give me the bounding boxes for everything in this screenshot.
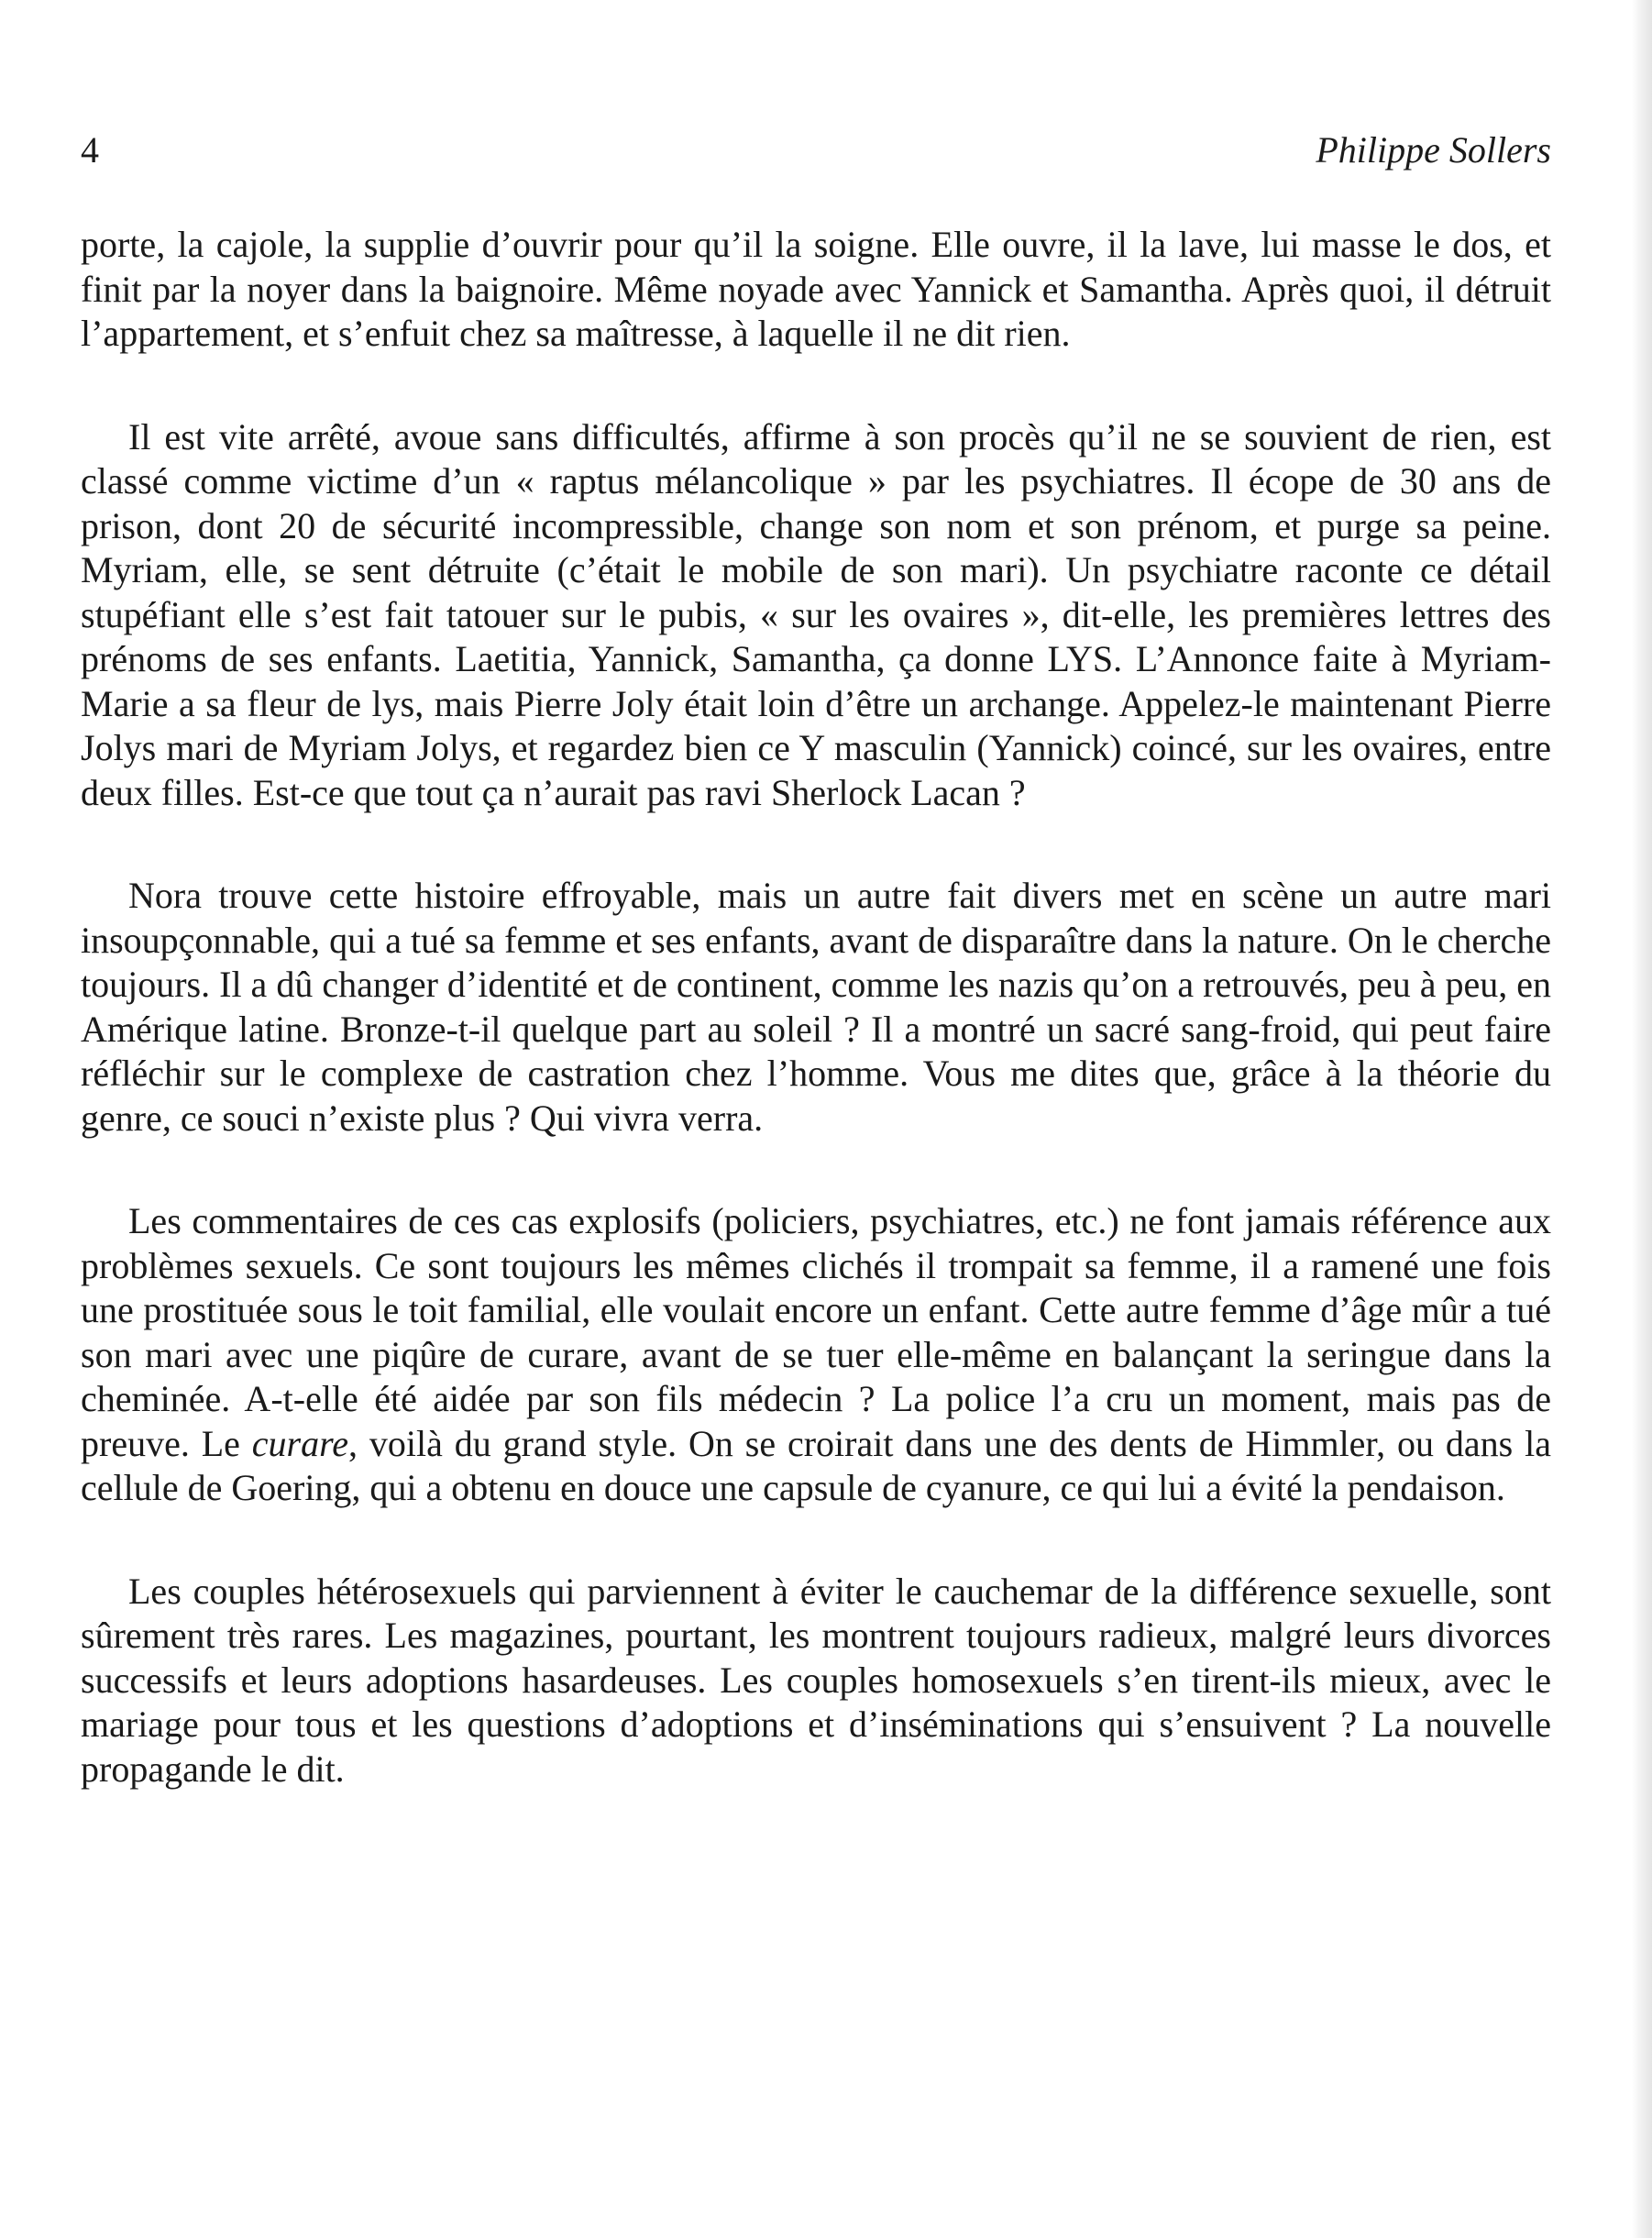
paragraph-1: porte, la cajole, la supplie d’ouvrir pour qu’il la soigne. Elle ouvre, il la lave, lui masse le dos, et finit par la noyer dans la baignoire. Même noyade avec Yannick et Samantha. Après quoi, il détruit l’appartement, et s’enfuit chez sa maîtresse, à laquelle il ne dit rien. [81, 224, 1551, 354]
paragraph-4-part-1: Les commentaires de ces cas explosifs (policiers, psychiatres, etc.) ne font jamais référence aux problèmes sexuels. Ce sont toujours les mêmes clichés il trompait sa femme, il a ramené une fois une prostituée sous le toit familial, elle voulait encore un enfant. Cette autre femme d’âge mûr a tué son mari avec une piqûre de curare, avant de se tuer elle-même en balançant la seringue dans la cheminée. A-t-elle été aidée par son fils médecin ? La police l’a cru un moment, mais pas de preuve. Le [81, 1200, 1551, 1464]
running-head [81, 123, 1551, 178]
body-text [81, 223, 1551, 1792]
page-number: 4 [81, 129, 99, 171]
paragraph-3: Nora trouve cette histoire effroyable, mais un autre fait divers met en scène un autre mari insoupçonnable, qui a tué sa femme et ses enfants, avant de disparaître dans la nature. On le cherche toujours. Il a dû changer d’identité et de continent, comme les nazis qu’on a retrouvés, peu à peu, en Amérique latine. Bronze-t-il quelque part au soleil ? Il a montré un sacré sang-froid, qui peut faire réfléchir sur le complexe de castration chez l’homme. Vous me dites que, grâce à la théorie du genre, ce souci n’existe plus ? Qui vivra verra. [81, 875, 1551, 1139]
italic-word-curare: curare [251, 1422, 348, 1464]
paragraph-5: Les couples hétérosexuels qui parviennent à éviter le cauchemar de la différence sexuelle, sont sûrement très rares. Les magazines, pourtant, les montrent toujours radieux, malgré leurs divorces successifs et leurs adoptions hasardeuses. Les couples homosexuels s’en tirent-ils mieux, avec le mariage pour tous et les questions d’adoptions et d’inséminations qui s’ensuivent ? La nouvelle propagande le dit. [81, 1570, 1551, 1790]
paragraph-4 [81, 1199, 1551, 1511]
running-head-author: Philippe Sollers [1316, 129, 1551, 171]
page-edge-shadow [1632, 0, 1652, 2238]
paragraph-2: Il est vite arrêté, avoue sans difficultés, affirme à son procès qu’il ne se souvient de rien, est classé comme victime d’un « raptus mélancolique » par les psychiatres. Il écope de 30 ans de prison, dont 20 de sécurité incompressible, change son nom et son prénom, et purge sa peine. Myriam, elle, se sent détruite (c’était le mobile de son mari). Un psychiatre raconte ce détail stupéfiant elle s’est fait tatouer sur le pubis, « sur les ovaires », dit-elle, les premières lettres des prénoms de ses enfants. Laetitia, Yannick, Samantha, ça donne LYS. L’Annonce faite à Myriam-Marie a sa fleur de lys, mais Pierre Joly était loin d’être un archange. Appelez-le maintenant Pierre Jolys mari de Myriam Jolys, et regardez bien ce Y masculin (Yannick) coincé, sur les ovaires, entre deux filles. Est-ce que tout ça n’aurait pas ravi Sherlock Lacan ? [81, 415, 1551, 813]
paragraph-4-part-2: , voilà du grand style. On se croirait dans une des dents de Himmler, ou dans la cellule de Goering, qui a obtenu en douce une capsule de cyanure, ce qui lui a évité la pendaison. [81, 1422, 1551, 1508]
